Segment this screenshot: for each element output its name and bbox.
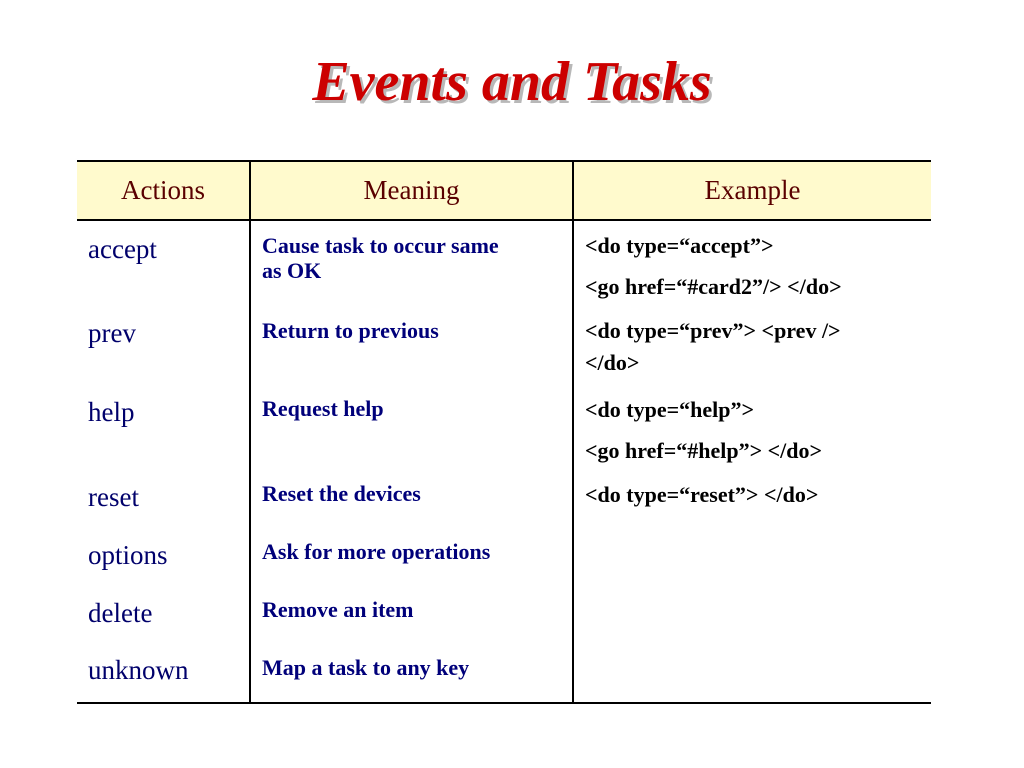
action-prev: prev — [88, 318, 136, 348]
meaning-delete: Remove an item — [262, 597, 414, 622]
meaning-accept: Cause task to occur same as OK — [262, 233, 499, 284]
table-header-row — [77, 161, 931, 220]
events-table-container — [77, 160, 931, 700]
header-actions: Actions — [77, 161, 250, 220]
example-accept-line1: <do type=“accept”> — [585, 233, 774, 258]
slide-title: Events and Tasks — [312, 51, 712, 113]
example-accept-line2: <go href=“#card2”/> </do> — [585, 274, 842, 299]
meaning-unknown: Map a task to any key — [262, 655, 470, 680]
action-help: help — [88, 397, 135, 427]
action-options: options — [88, 540, 168, 570]
example-reset: <do type=“reset”> </do> — [585, 482, 819, 507]
meaning-column — [250, 220, 573, 703]
header-example: Example — [573, 161, 931, 220]
example-column — [573, 220, 931, 703]
meaning-prev: Return to previous — [262, 318, 439, 343]
action-unknown: unknown — [88, 655, 189, 685]
example-prev-line1: <do type=“prev”> <prev /> — [585, 318, 841, 343]
header-meaning: Meaning — [250, 161, 573, 220]
meaning-help: Request help — [262, 396, 384, 421]
action-accept: accept — [88, 234, 157, 264]
meaning-reset: Reset the devices — [262, 481, 421, 506]
action-delete: delete — [88, 598, 153, 628]
example-prev-line2: </do> — [585, 350, 640, 375]
example-help-line2: <go href=“#help”> </do> — [585, 438, 823, 463]
example-help-line1: <do type=“help”> — [585, 397, 755, 422]
table-body-row — [77, 220, 931, 703]
action-reset: reset — [88, 482, 139, 512]
events-table — [77, 160, 931, 704]
meaning-options: Ask for more operations — [262, 539, 491, 564]
actions-column — [77, 220, 250, 703]
